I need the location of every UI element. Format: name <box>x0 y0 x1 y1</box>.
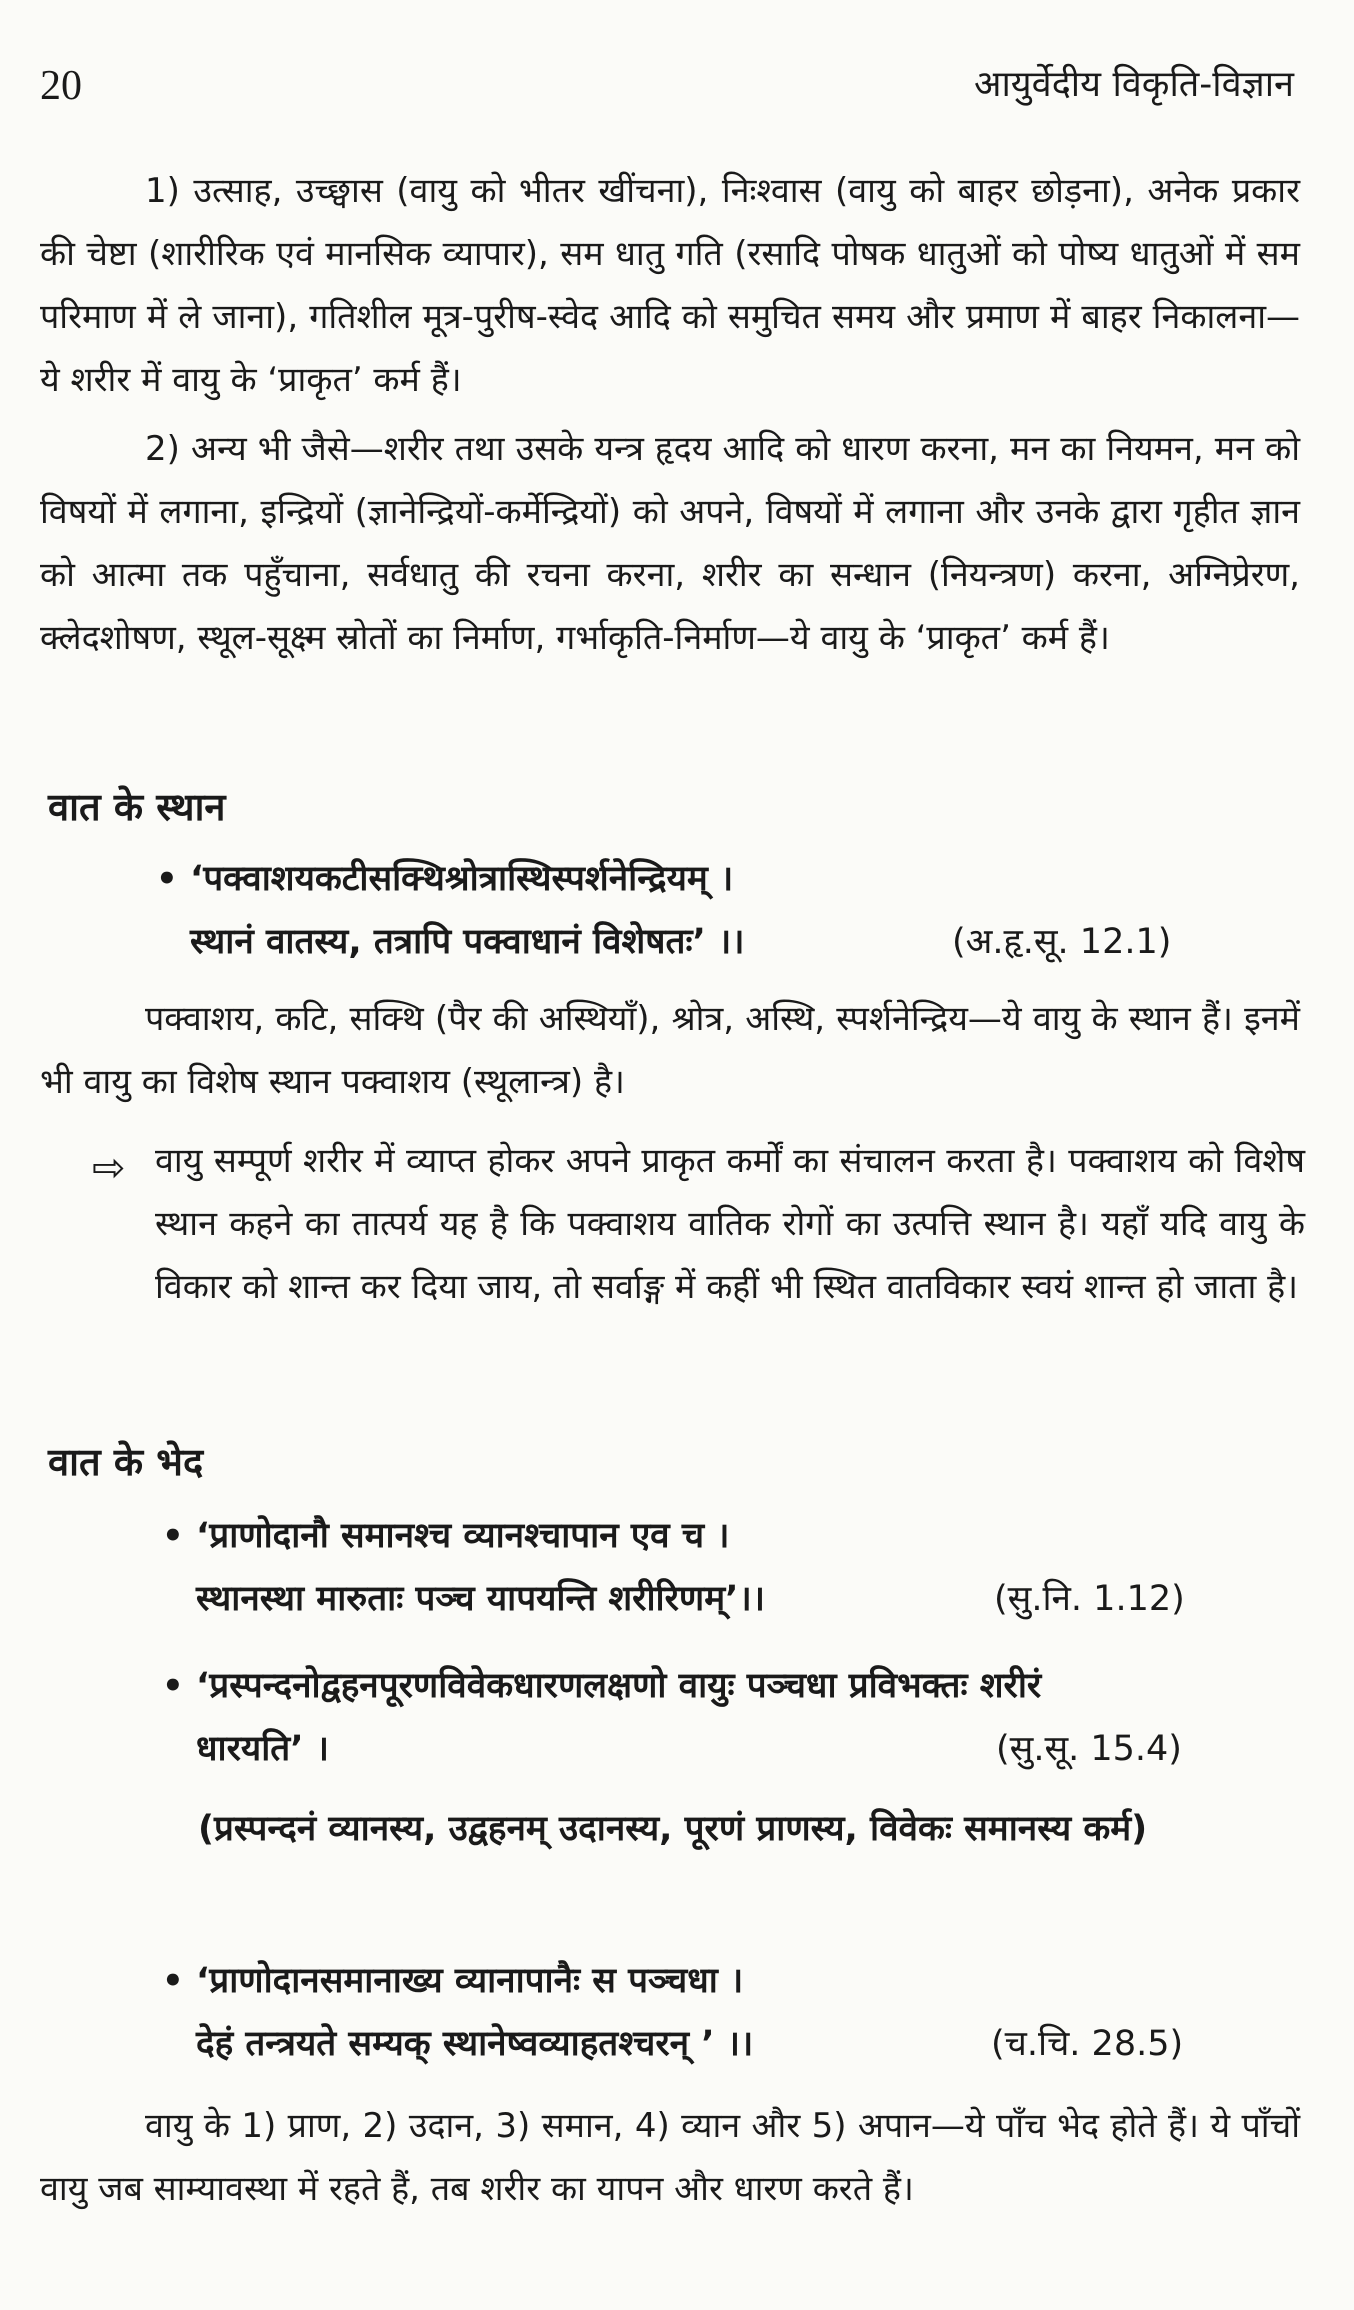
verse-bheda-3 <box>162 1950 1296 2076</box>
verse-reference: (च.चि. 28.5) <box>991 2024 1184 2064</box>
verse-reference: (सु.नि. 1.12) <box>994 1579 1185 1619</box>
verse-line-2: धारयति’ । <box>196 1729 329 1769</box>
verse-line-1: ‘प्रस्पन्दनोद्वहनपूरणविवेकधारणलक्षणो वायुः पञ्चधा प्रविभक्तः शरीरं <box>196 1666 1042 1706</box>
verse-line-2: देहं तन्त्रयते सम्यक् स्थानेष्वव्याहतश्चरन् ’ ।। <box>196 2024 754 2064</box>
arrow-icon: ⇨ <box>92 1145 126 1191</box>
verse-line-1: ‘प्राणोदानौ समानश्च व्यानश्चापान एव च । <box>196 1516 730 1556</box>
paragraph-2 <box>40 418 1300 670</box>
verse-bheda-2 <box>162 1655 1206 1781</box>
bullet-icon: • <box>156 859 178 899</box>
verse-reference: (सु.सू. 15.4) <box>996 1729 1182 1769</box>
bheda-gloss: (प्रस्पन्दनं व्यानस्य, उद्वहनम् उदानस्य, पूरणं प्राणस्य, विवेकः समानस्य कर्म) <box>198 1809 1148 1849</box>
sthana-note: वायु सम्पूर्ण शरीर में व्याप्त होकर अपने प्राकृत कर्मों का संचालन करता है। पक्वाशय को विशेष स्थान कहने का तात्पर्य यह है कि पक्वाशय वातिक रोगों का उत्पत्ति स्थान है। यहाँ यदि वायु के विकार को शान्त कर दिया जाय, तो सर्वाङ्ग में कहीं भी स्थित वातविकार स्वयं शान्त हो जाता है। <box>155 1141 1305 1307</box>
bullet-icon: • <box>162 1961 184 2001</box>
verse-line-1: ‘पक्वाशयकटीसक्थिश्रोत्रास्थिस्पर्शनेन्द्रियम् । <box>190 859 734 899</box>
running-title: आयुर्वेदीय विकृति-विज्ञान <box>974 64 1294 105</box>
verse-line-2: स्थानस्था मारुताः पञ्च यापयन्ति शरीरिणम्’।। <box>196 1579 765 1619</box>
section-heading-vata-bheda: वात के भेद <box>48 1440 204 1484</box>
section-heading-vata-sthana: वात के स्थान <box>48 785 226 829</box>
verse-bheda-1 <box>162 1505 1296 1631</box>
sthana-explanation <box>40 988 1300 1114</box>
paragraph-2-text: 2) अन्य भी जैसे—शरीर तथा उसके यन्त्र हृदय आदि को धारण करना, मन का नियमन, मन को विषयों में लगाना, इन्द्रियों (ज्ञानेन्द्रियों-कर्मेन्द्रियों) को अपने, विषयों में लगाना और उनके द्वारा गृहीत ज्ञान को आत्मा तक पहुँचाना, सर्वधातु की रचना करना, शरीर का सन्धान (नियन्त्रण) करना, अग्निप्रेरण, क्लेदशोषण, स्थूल-सूक्ष्म स्रोतों का निर्माण, गर्भाकृति-निर्माण—ये वायु के ‘प्राकृत’ कर्म हैं। <box>40 429 1300 658</box>
verse-sthana <box>156 848 1290 974</box>
paragraph-1 <box>40 160 1300 412</box>
page-number: 20 <box>40 63 82 109</box>
bheda-conclusion-text: वायु के 1) प्राण, 2) उदान, 3) समान, 4) व्यान और 5) अपान—ये पाँच भेद होते हैं। ये पाँचों वायु जब साम्यावस्था में रहते हैं, तब शरीर का यापन और धारण करते हैं। <box>40 2106 1300 2209</box>
verse-reference: (अ.हृ.सू. 12.1) <box>952 922 1172 962</box>
sthana-explanation-text: पक्वाशय, कटि, सक्थि (पैर की अस्थियाँ), श्रोत्र, अस्थि, स्पर्शनेन्द्रिय—ये वायु के स्थान हैं। इनमें भी वायु का विशेष स्थान पक्वाशय (स्थूलान्त्र) है। <box>40 999 1300 1102</box>
verse-line-1: ‘प्राणोदानसमानाख्य व्यानापानैः स पञ्चधा । <box>196 1961 744 2001</box>
bullet-icon: • <box>162 1666 184 1706</box>
paragraph-1-text: 1) उत्साह, उच्छ्वास (वायु को भीतर खींचना), निःश्वास (वायु को बाहर छोड़ना), अनेक प्रकार की चेष्टा (शारीरिक एवं मानसिक व्यापार), सम धातु गति (रसादि पोषक धातुओं को पोष्य धातुओं में सम परिमाण में ले जाना), गतिशील मूत्र-पुरीष-स्वेद आदि को समुचित समय और प्रमाण में बाहर निकालना—ये शरीर में वायु के ‘प्राकृत’ कर्म हैं। <box>40 171 1300 400</box>
verse-line-2: स्थानं वातस्य, तत्रापि पक्वाधानं विशेषतः’ ।। <box>190 922 745 962</box>
bullet-icon: • <box>162 1516 184 1556</box>
bheda-conclusion <box>40 2095 1300 2221</box>
